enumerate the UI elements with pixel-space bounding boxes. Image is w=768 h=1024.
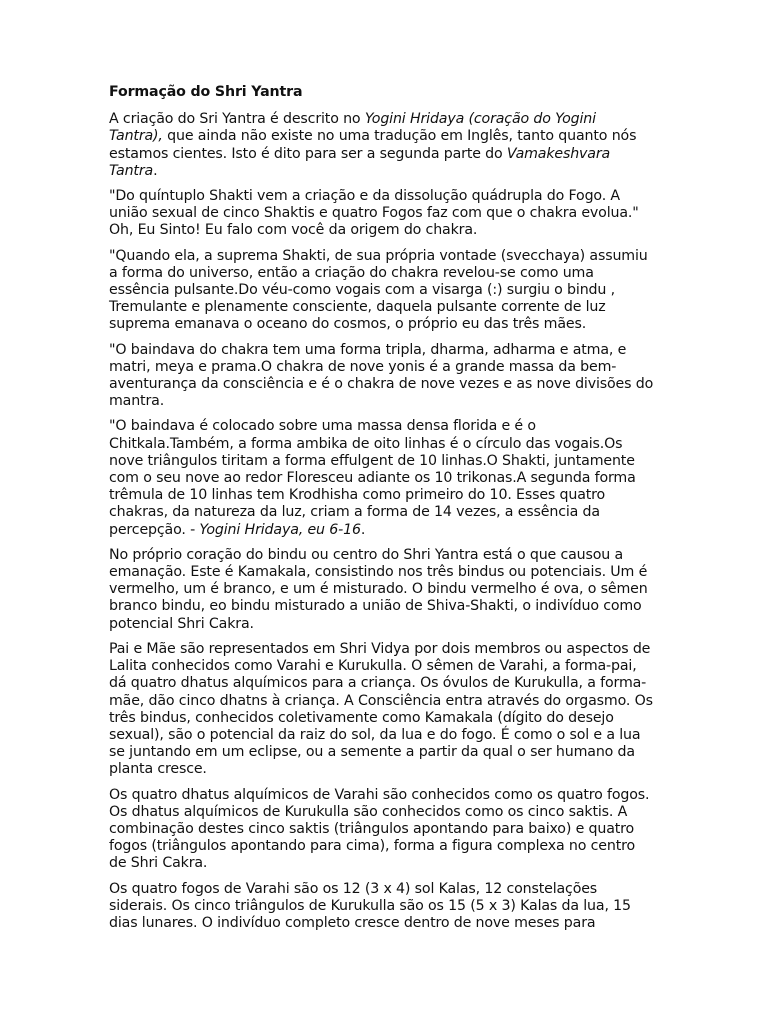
document-title: Formação do Shri Yantra — [109, 84, 303, 100]
text-run: "O baindava do chakra tem uma forma tripla, dharma, adharma e atma, e matri, meya e prama.O chakra de nove yonis é a grande massa da bem-aventurança da consciência e é o chakra de nove vezes e as nove divisões do mantra. — [109, 341, 654, 410]
paragraph — [109, 111, 654, 180]
text-run: . — [153, 162, 158, 179]
text-run: A criação do Sri Yantra é descrito no — [109, 111, 365, 128]
italic-text-run: Yogini Hridaya (coração do Yogini Tantra), — [109, 111, 596, 145]
paragraph — [109, 188, 654, 240]
text-run: Os quatro fogos de Varahi são os 12 (3 x 4) sol Kalas, 12 constelações siderais. Os cinco triângulos de Kurukulla são os 15 (5 x 3) Kalas da lua, 15 dias lunares. O indivíduo completo cresce dentro de nove meses para — [109, 880, 631, 931]
text-run: . — [360, 521, 366, 538]
paragraph — [109, 787, 654, 873]
paragraph — [109, 342, 654, 411]
document-body — [109, 111, 654, 932]
text-run: "O baindava é colocado sobre uma massa densa florida e é o Chitkala.Também, a forma ambika de oito linhas é o círculo das vogais.Os nove triângulos tiritam a forma effulgent de 10 linhas.O Shakti, juntamente com o seu nove ao redor Floresceu adiante os 10 trikonas.A segunda forma trêmula de 10 linhas tem Krodhisha como primeiro do 10. Esses quatro chakras, da natureza da luz, criam a forma de 14 vezes, a essência da percepção. - — [109, 418, 636, 538]
italic-text-run: Yogini Hridaya, eu 6-16 — [199, 521, 361, 538]
paragraph — [109, 547, 654, 633]
text-run: Os quatro dhatus alquímicos de Varahi são conhecidos como os quatro fogos. Os dhatus alquímicos de Kurukulla são conhecidos como os cinco saktis. A combinação destes cinco saktis (triângulos apontando para baixo) e quatro fogos (triângulos apontando para cima), forma a figura complexa no centro de Shri Cakra. — [109, 786, 650, 872]
paragraph — [109, 881, 654, 933]
text-run: Pai e Mãe são representados em Shri Vidya por dois membros ou aspectos de Lalita conhecidos como Varahi e Kurukulla. O sêmen de Varahi, a forma-pai, dá quatro dhatus alquímicos para a criança. Os óvulos de Kurukulla, a forma-mãe, dão cinco dhatns à criança. A Consciência entra através do orgasmo. Os três bindus, conhecidos coletivamente como Kamakala (dígito do desejo sexual), são o potencial da raiz do sol, da lua e do fogo. É como o sol e a lua se juntando em um eclipse, ou a semente a partir da qual o ser humano da planta cresce. — [109, 640, 653, 778]
paragraph — [109, 248, 654, 334]
text-run: "Quando ela, a suprema Shakti, de sua própria vontade (svecchaya) assumiu a forma do universo, então a criação do chakra revelou-se como uma essência pulsante.Do véu-como vogais com a visarga (:) surgiu o bindu , Tremulante e plenamente consciente, daquela pulsante corrente de luz suprema emanava o oceano do cosmos, o próprio eu das três mães. — [109, 247, 648, 333]
paragraph — [109, 641, 654, 779]
document-page — [109, 84, 654, 940]
text-run: No próprio coração do bindu ou centro do Shri Yantra está o que causou a emanação. Este é Kamakala, consistindo nos três bindus ou potenciais. Um é vermelho, um é branco, e um é misturado. O bindu vermelho é ova, o sêmen branco bindu, eo bindu misturado a união de Shiva-Shakti, o indivíduo como potencial Shri Cakra. — [109, 546, 648, 632]
paragraph — [109, 418, 654, 538]
italic-text-run: Vamakeshvara Tantra — [109, 145, 611, 179]
text-run: "Do quíntuplo Shakti vem a criação e da dissolução quádrupla do Fogo. A união sexual de cinco Shaktis e quatro Fogos faz com que o chakra evolua." Oh, Eu Sinto! Eu falo com você da origem do chakra. — [109, 188, 639, 239]
text-run: que ainda não existe no uma tradução em Inglês, tanto quanto nós estamos cientes. Isto é dito para ser a segunda parte do — [109, 128, 637, 162]
